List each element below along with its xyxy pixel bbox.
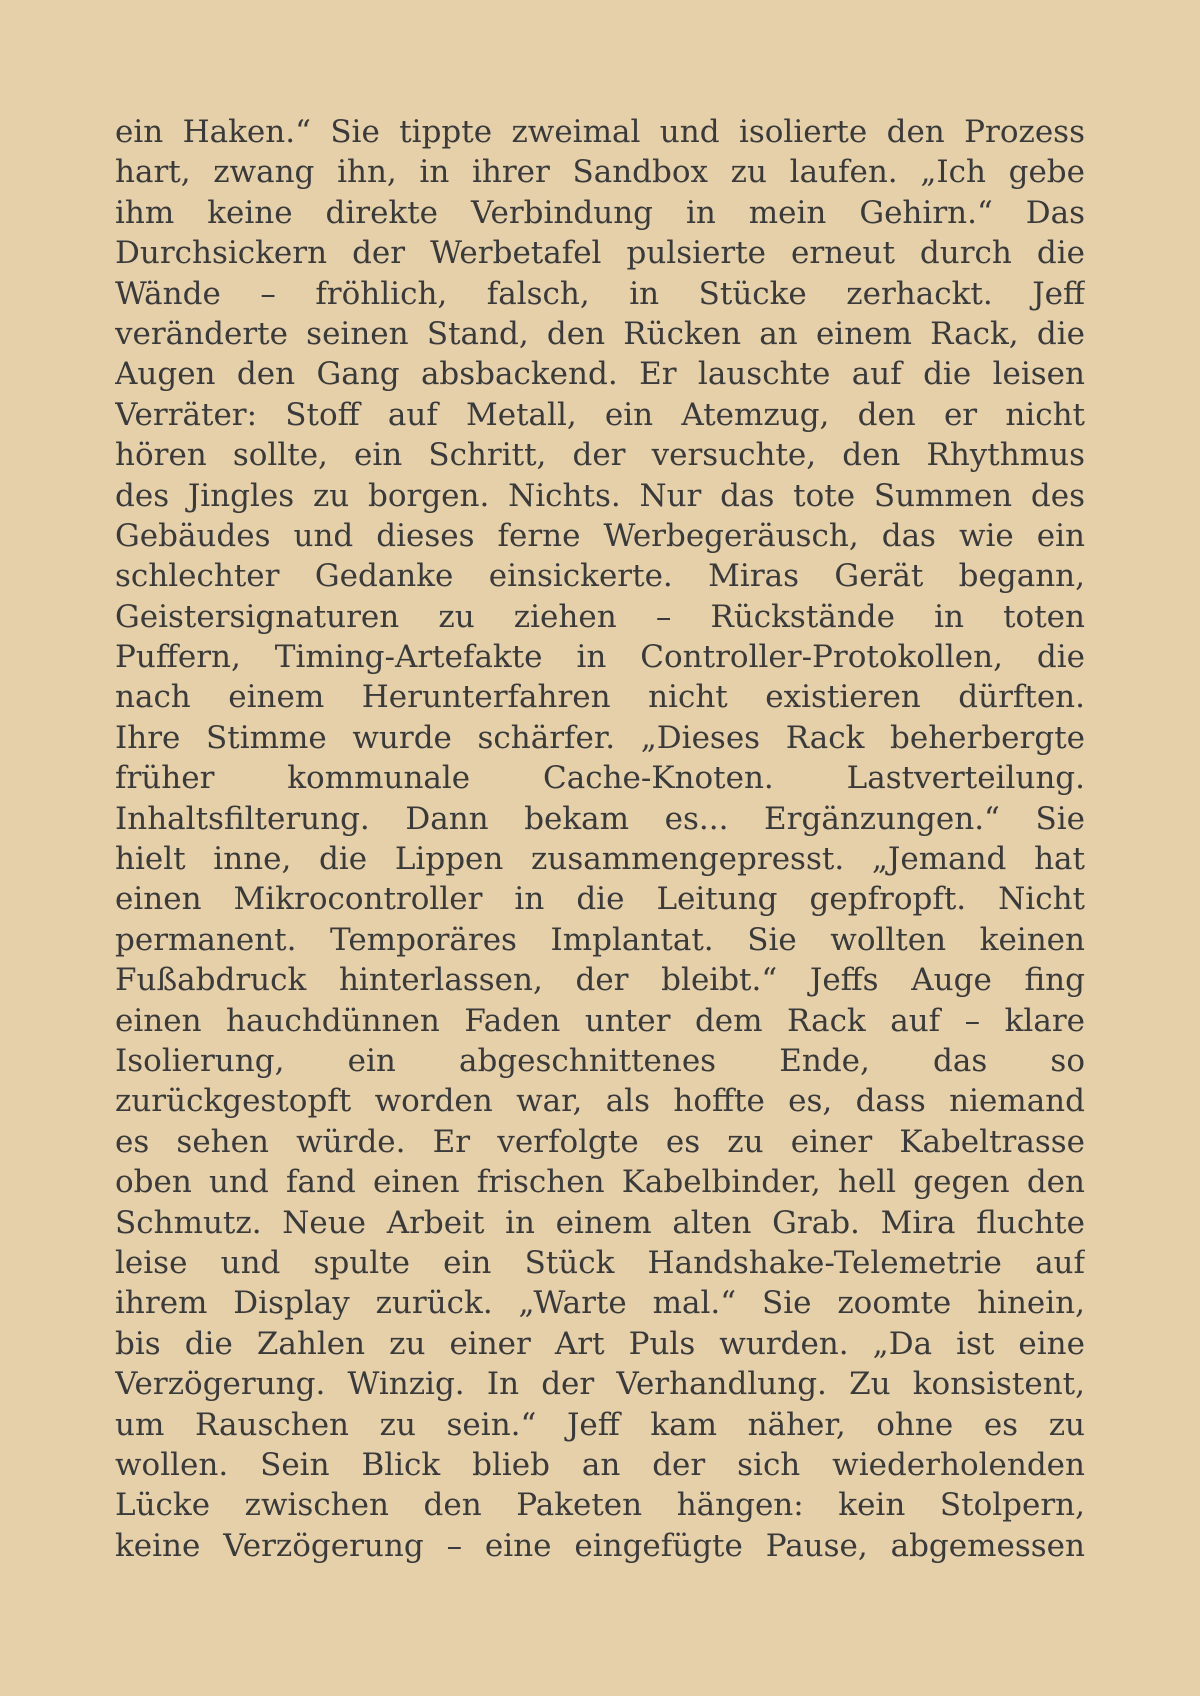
text-line: keine Verzögerung – eine eingefügte Pause, abgemessen	[115, 1527, 1085, 1564]
text-line: ihm keine direkte Verbindung in mein Gehirn.“ Das	[115, 194, 1085, 231]
text-line: Puffern, Timing-Artefakte in Controller-Protokollen, die	[115, 639, 1085, 676]
text-line: Ihre Stimme wurde schärfer. „Dieses Rack beherbergte	[115, 719, 1085, 756]
text-line: des Jingles zu borgen. Nichts. Nur das tote Summen des	[115, 477, 1085, 514]
text-line: nach einem Herunterfahren nicht existieren dürften.	[115, 679, 1085, 716]
text-line: um Rauschen zu sein.“ Jeff kam näher, ohne es zu	[115, 1406, 1085, 1443]
body-text	[115, 112, 1085, 1566]
text-line: Durchsickern der Werbetafel pulsierte erneut durch die	[115, 235, 1085, 272]
text-line: ihrem Display zurück. „Warte mal.“ Sie zoomte hinein,	[115, 1285, 1085, 1322]
text-line: bis die Zahlen zu einer Art Puls wurden. „Da ist eine	[115, 1325, 1085, 1362]
text-line: wollen. Sein Blick blieb an der sich wiederholenden	[115, 1446, 1085, 1483]
text-line: schlechter Gedanke einsickerte. Miras Gerät begann,	[115, 558, 1085, 595]
text-line: Lücke zwischen den Paketen hängen: kein Stolpern,	[115, 1487, 1085, 1524]
text-line: leise und spulte ein Stück Handshake-Telemetrie auf	[115, 1244, 1085, 1281]
text-line: zurückgestopft worden war, als hoffte es, dass niemand	[115, 1083, 1085, 1120]
text-line: es sehen würde. Er verfolgte es zu einer Kabeltrasse	[115, 1123, 1085, 1160]
text-line: oben und fand einen frischen Kabelbinder, hell gegen den	[115, 1164, 1085, 1201]
text-line: hart, zwang ihn, in ihrer Sandbox zu laufen. „Ich gebe	[115, 154, 1085, 191]
text-line: Schmutz. Neue Arbeit in einem alten Grab. Mira fluchte	[115, 1204, 1085, 1241]
text-line: Verzögerung. Winzig. In der Verhandlung. Zu konsistent,	[115, 1366, 1085, 1403]
text-line: früher kommunale Cache-Knoten. Lastverteilung.	[115, 760, 1085, 797]
text-line: Gebäudes und dieses ferne Werbegeräusch, das wie ein	[115, 517, 1085, 554]
text-line: veränderte seinen Stand, den Rücken an einem Rack, die	[115, 315, 1085, 352]
text-line: einen hauchdünnen Faden unter dem Rack auf – klare	[115, 1002, 1085, 1039]
text-line: Verräter: Stoff auf Metall, ein Atemzug, den er nicht	[115, 396, 1085, 433]
text-line: ein Haken.“ Sie tippte zweimal und isolierte den Prozess	[115, 114, 1085, 150]
text-line: einen Mikrocontroller in die Leitung gepfropft. Nicht	[115, 881, 1085, 918]
text-line: Augen den Gang absbackend. Er lauschte auf die leisen	[115, 356, 1085, 393]
text-line: hören sollte, ein Schritt, der versuchte, den Rhythmus	[115, 437, 1085, 474]
text-line: Wände – fröhlich, falsch, in Stücke zerhackt. Jeff	[115, 275, 1085, 312]
text-line: permanent. Temporäres Implantat. Sie wollten keinen	[115, 921, 1085, 958]
text-line: Geistersignaturen zu ziehen – Rückstände in toten	[115, 598, 1085, 635]
text-line: Fußabdruck hinterlassen, der bleibt.“ Jeffs Auge fing	[115, 962, 1085, 999]
text-line: hielt inne, die Lippen zusammengepresst. „Jemand hat	[115, 841, 1085, 878]
text-line: Isolierung, ein abgeschnittenes Ende, das so	[115, 1042, 1085, 1079]
text-line: Inhaltsfilterung. Dann bekam es... Ergänzungen.“ Sie	[115, 800, 1085, 837]
